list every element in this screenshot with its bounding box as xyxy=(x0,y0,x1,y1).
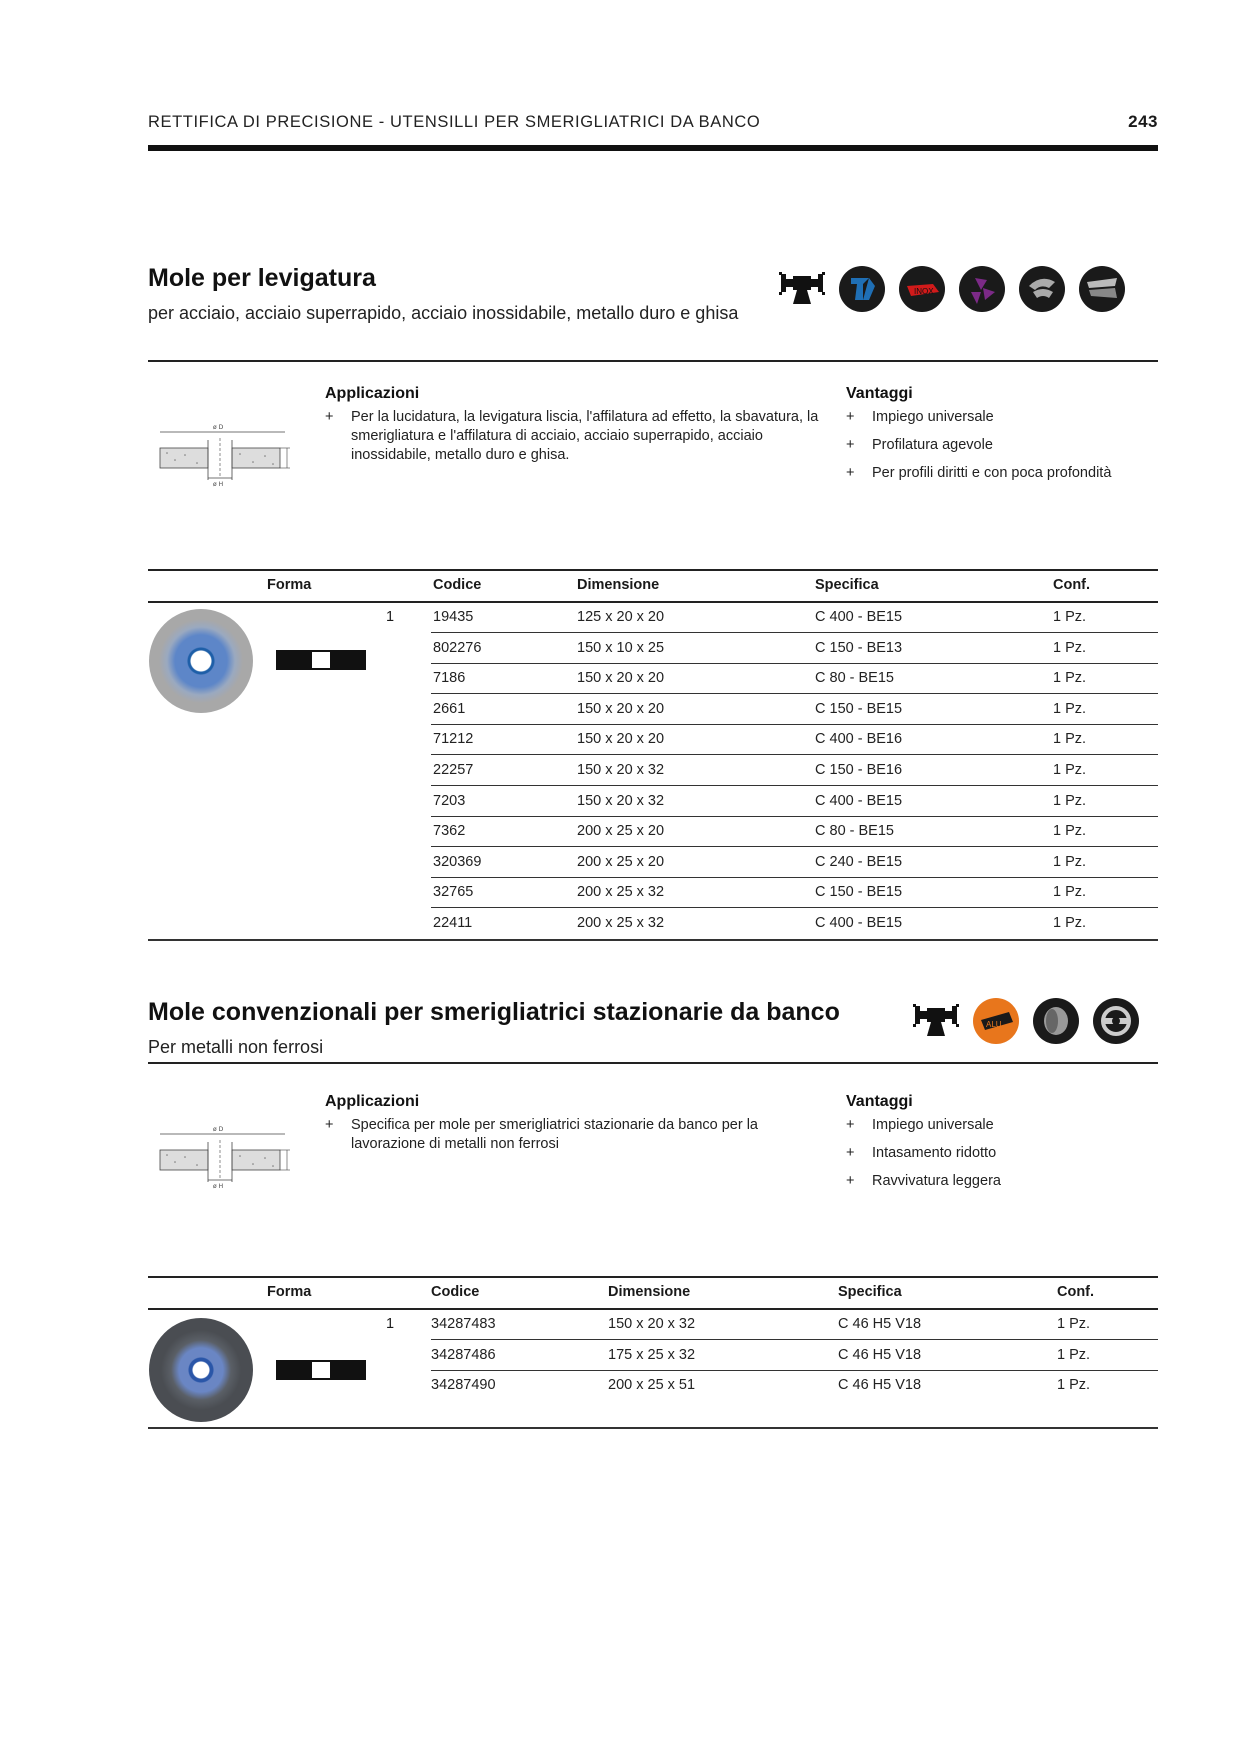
list-item: + Intasamento ridotto xyxy=(846,1145,997,1161)
section1-applications-list xyxy=(325,408,830,465)
col-codice: Codice xyxy=(433,577,482,593)
cell-conf: 1 Pz. xyxy=(1057,1316,1091,1332)
form-number: 1 xyxy=(386,1316,395,1332)
cell-codice: 7186 xyxy=(433,670,466,687)
diameter-h-label: ø H xyxy=(213,1183,224,1190)
cell-conf: 1 Pz. xyxy=(1053,700,1087,717)
section1-advantages-list xyxy=(846,408,1158,492)
plus-icon: + xyxy=(325,1117,334,1133)
header-rule xyxy=(148,145,1158,151)
cell-dimensione: 150 x 20 x 32 xyxy=(577,792,665,809)
table-row xyxy=(431,634,1158,664)
diameter-d-label: ø D xyxy=(213,1126,224,1133)
cell-dimensione: 150 x 20 x 20 xyxy=(577,670,665,687)
col-conf: Conf. xyxy=(1057,1284,1095,1300)
plus-icon: + xyxy=(846,1173,855,1189)
cell-codice: 32765 xyxy=(433,884,474,901)
steel-icon xyxy=(839,266,885,312)
cell-conf: 1 Pz. xyxy=(1053,731,1087,748)
section1-material-icons xyxy=(779,266,1125,312)
non-ferrous-icon xyxy=(1033,998,1079,1044)
table-header-row xyxy=(148,571,1158,601)
cell-codice: 22411 xyxy=(433,915,473,931)
cell-conf: 1 Pz. xyxy=(1057,1377,1091,1394)
col-forma: Forma xyxy=(267,1284,312,1300)
inox-icon xyxy=(899,266,945,312)
hss-icon xyxy=(1079,266,1125,312)
col-specifica: Specifica xyxy=(838,1284,902,1300)
plus-icon: + xyxy=(846,1117,855,1133)
cell-specifica: C 46 H5 V18 xyxy=(838,1316,922,1332)
inox-label: INOX xyxy=(914,287,934,296)
cell-specifica: C 150 - BE15 xyxy=(815,884,903,901)
cell-dimensione: 150 x 20 x 32 xyxy=(577,762,665,778)
cell-specifica: C 240 - BE15 xyxy=(815,853,903,870)
grinding-wheel-image xyxy=(149,609,253,713)
cell-codice: 22257 xyxy=(433,762,474,778)
section1-title: Mole per levigatura xyxy=(148,264,376,292)
col-codice: Codice xyxy=(431,1284,480,1300)
wheel-shape-profile-icon xyxy=(276,650,366,670)
section2-subtitle: Per metalli non ferrosi xyxy=(148,1037,324,1057)
cell-codice: 34287486 xyxy=(431,1346,496,1363)
section1-rule xyxy=(148,360,1158,362)
col-specifica: Specifica xyxy=(815,577,879,593)
cell-codice: 7362 xyxy=(433,823,466,840)
cell-dimensione: 175 x 25 x 32 xyxy=(608,1346,696,1363)
list-item: + Profilatura agevole xyxy=(846,437,993,453)
section2-applications-list xyxy=(325,1116,795,1154)
copper-icon xyxy=(1093,998,1139,1044)
list-item: + Per la lucidatura, la levigatura liscia, l'affilatura ad effetto, la sbavatura, la smerigliatura e l'affilatura di acciaio, acciaio superrapido, acciaio inossidabile, metallo duro e ghisa. xyxy=(325,409,819,463)
plus-icon: + xyxy=(325,409,334,425)
col-dimensione: Dimensione xyxy=(608,1284,691,1300)
table-row xyxy=(431,787,1158,817)
list-item: + Per profili diritti e con poca profondità xyxy=(846,465,1112,481)
plus-icon: + xyxy=(846,465,855,481)
cast-iron-icon xyxy=(1019,266,1065,312)
section2-advantages-list xyxy=(846,1116,1158,1200)
wheel-shape-profile-icon xyxy=(276,1360,366,1380)
cell-codice: 34287483 xyxy=(431,1316,496,1332)
section2-rule xyxy=(148,1062,1158,1064)
cell-dimensione: 150 x 20 x 32 xyxy=(608,1316,696,1332)
plus-icon: + xyxy=(846,437,855,453)
list-item: + Specifica per mole per smerigliatrici stazionarie da banco per la lavorazione di metalli non ferrosi xyxy=(325,1117,758,1152)
cell-dimensione: 200 x 25 x 32 xyxy=(577,915,665,931)
alu-label: ALU xyxy=(986,1020,1002,1029)
wheel-cross-section-diagram xyxy=(155,420,295,490)
cell-specifica: C 80 - BE15 xyxy=(815,823,894,840)
running-header: RETTIFICA DI PRECISIONE - UTENSILLI PER SMERIGLIATRICI DA BANCO xyxy=(148,113,761,131)
cell-codice: 2661 xyxy=(433,700,466,717)
cell-codice: 802276 xyxy=(433,639,482,656)
list-item: + Impiego universale xyxy=(846,1117,994,1133)
cell-specifica: C 400 - BE15 xyxy=(815,792,903,809)
table-row xyxy=(431,1341,1158,1371)
cell-dimensione: 200 x 25 x 32 xyxy=(577,884,665,901)
cell-dimensione: 200 x 25 x 51 xyxy=(608,1377,696,1394)
diameter-d-label: ø D xyxy=(213,424,224,431)
table-row xyxy=(431,695,1158,725)
cell-specifica: C 80 - BE15 xyxy=(815,670,894,687)
table-row xyxy=(431,817,1158,847)
table-row xyxy=(431,878,1158,908)
cell-dimensione: 200 x 25 x 20 xyxy=(577,853,665,870)
table-row xyxy=(431,909,1158,939)
cell-dimensione: 125 x 20 x 20 xyxy=(577,609,665,625)
table-row xyxy=(431,664,1158,694)
cell-specifica: C 400 - BE15 xyxy=(815,915,903,931)
plus-icon: + xyxy=(846,1145,855,1161)
cell-specifica: C 150 - BE16 xyxy=(815,762,903,778)
cell-conf: 1 Pz. xyxy=(1053,792,1087,809)
cell-dimensione: 150 x 20 x 20 xyxy=(577,700,665,717)
bench-grinder-icon xyxy=(779,266,825,312)
section2-applications-title: Applicazioni xyxy=(325,1093,420,1110)
section2-title: Mole convenzionali per smerigliatrici stazionarie da banco xyxy=(148,998,840,1026)
list-item: + Impiego universale xyxy=(846,409,994,425)
cell-dimensione: 200 x 25 x 20 xyxy=(577,823,665,840)
table-row xyxy=(431,756,1158,786)
section2-product-table xyxy=(148,1276,1158,1429)
cell-conf: 1 Pz. xyxy=(1053,884,1087,901)
cell-conf: 1 Pz. xyxy=(1053,823,1087,840)
cell-codice: 71212 xyxy=(433,731,474,748)
wheel-cross-section-diagram xyxy=(155,1122,295,1192)
page-number: 243 xyxy=(1128,112,1158,131)
section1-applications-title: Applicazioni xyxy=(325,385,420,402)
cell-specifica: C 46 H5 V18 xyxy=(838,1377,922,1394)
carbide-icon xyxy=(959,266,1005,312)
section1-advantages-title: Vantaggi xyxy=(846,385,913,402)
cell-dimensione: 150 x 10 x 25 xyxy=(577,639,665,656)
plus-icon: + xyxy=(846,409,855,425)
col-dimensione: Dimensione xyxy=(577,577,660,593)
cell-conf: 1 Pz. xyxy=(1053,639,1087,656)
table-row xyxy=(431,848,1158,878)
cell-specifica: C 150 - BE13 xyxy=(815,639,903,656)
cell-codice: 19435 xyxy=(433,609,474,625)
bench-grinder-icon xyxy=(913,998,959,1044)
cell-conf: 1 Pz. xyxy=(1053,853,1087,870)
cell-dimensione: 150 x 20 x 20 xyxy=(577,731,665,748)
alu-icon xyxy=(973,998,1019,1044)
section2-advantages-title: Vantaggi xyxy=(846,1093,913,1110)
section1-product-table xyxy=(148,569,1158,941)
cell-codice: 34287490 xyxy=(431,1377,496,1394)
cell-specifica: C 150 - BE15 xyxy=(815,700,903,717)
list-item: + Ravvivatura leggera xyxy=(846,1173,1001,1189)
table-row xyxy=(431,725,1158,755)
table-row xyxy=(431,1371,1158,1401)
section2-material-icons xyxy=(913,998,1139,1044)
cell-specifica: C 400 - BE16 xyxy=(815,731,903,748)
col-forma: Forma xyxy=(267,577,312,593)
cell-codice: 7203 xyxy=(433,792,466,809)
table-row xyxy=(431,603,1158,633)
grinding-wheel-image xyxy=(149,1318,253,1422)
table-header-row xyxy=(148,1278,1158,1308)
cell-conf: 1 Pz. xyxy=(1053,670,1087,687)
cell-codice: 320369 xyxy=(433,853,482,870)
cell-specifica: C 46 H5 V18 xyxy=(838,1346,922,1363)
section1-subtitle: per acciaio, acciaio superrapido, acciaio inossidabile, metallo duro e ghisa xyxy=(148,303,739,323)
col-conf: Conf. xyxy=(1053,577,1091,593)
cell-conf: 1 Pz. xyxy=(1057,1346,1091,1363)
form-number: 1 xyxy=(386,609,395,625)
cell-conf: 1 Pz. xyxy=(1053,915,1087,931)
table-row xyxy=(431,1310,1158,1340)
cell-conf: 1 Pz. xyxy=(1053,609,1087,625)
diameter-h-label: ø H xyxy=(213,481,224,488)
cell-conf: 1 Pz. xyxy=(1053,762,1087,778)
cell-specifica: C 400 - BE15 xyxy=(815,609,903,625)
